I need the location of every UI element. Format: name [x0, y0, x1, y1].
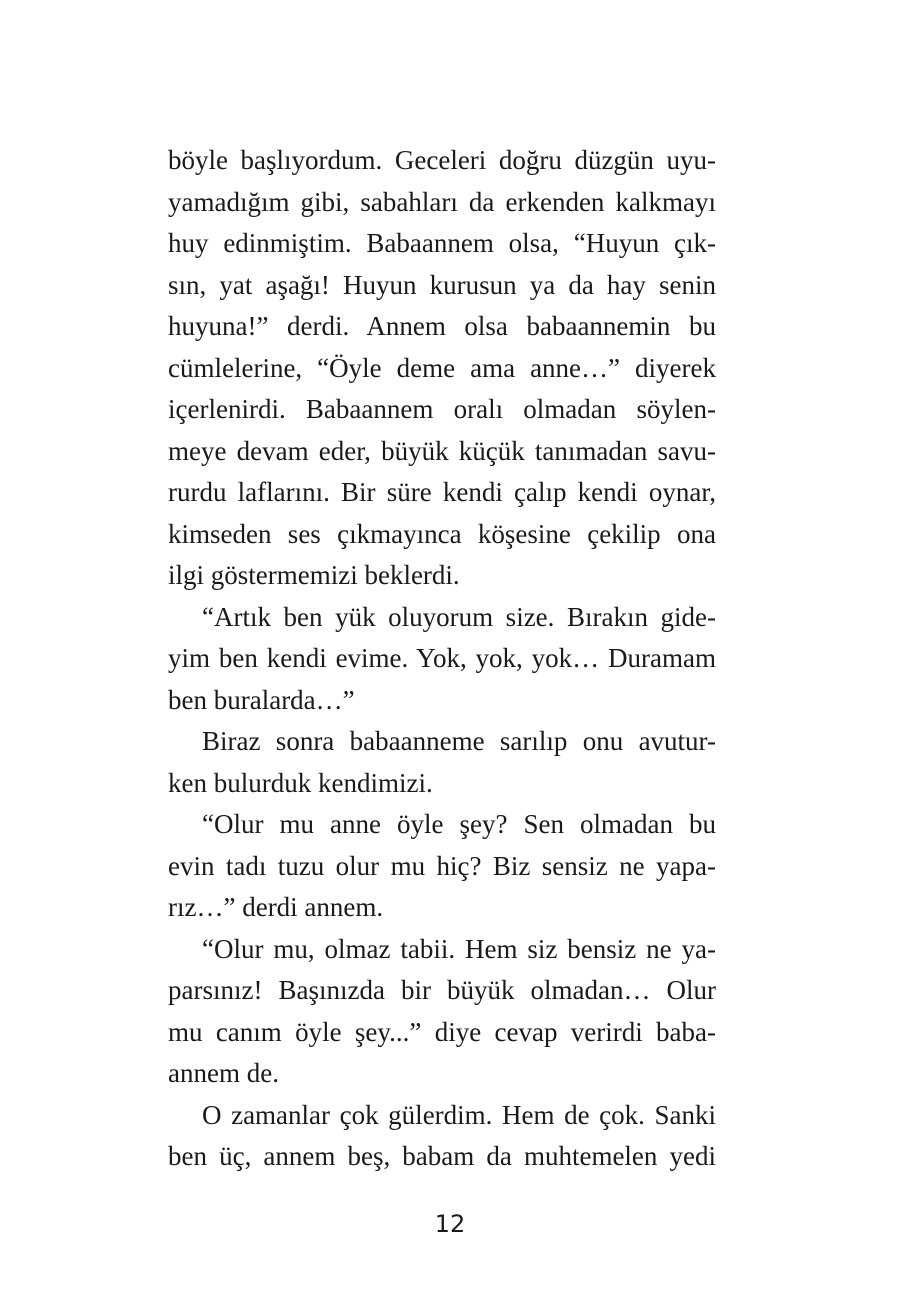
text-line: meye devam eder, büyük küçük tanımadan savu- — [168, 435, 716, 466]
text-line: ben üç, annem beş, babam da muhtemelen yedi — [168, 1141, 716, 1171]
text-line: huy edinmiştim. Babaannem olsa, “Huyun çık- — [168, 228, 716, 258]
text-line: ben buralarda…” — [168, 684, 355, 715]
text-line: rurdu laflarını. Bir süre kendi çalıp kendi oynar, — [168, 477, 716, 507]
text-line: ken bulurduk kendimizi. — [168, 767, 433, 798]
text-line: mu canım öyle şey...” diye cevap verirdi baba- — [168, 1016, 716, 1047]
text-line: Biraz sonra babaanneme sarılıp onu avutur- — [202, 726, 716, 756]
text-line: böyle başlıyordum. Geceleri doğru düzgün uyu- — [168, 145, 716, 175]
page-number: 12 — [434, 1210, 466, 1238]
text-line: parsınız! Başınızda bir büyük olmadan… Olur — [168, 975, 716, 1005]
text-line: sın, yat aşağı! Huyun kurusun ya da hay senin — [168, 269, 716, 300]
text-line: O zamanlar çok gülerdim. Hem de çok. Sanki — [202, 1099, 716, 1130]
text-line: yim ben kendi evime. Yok, yok, yok… Duramam — [168, 643, 716, 673]
text-line: yamadığım gibi, sabahları da erkenden kalkmayı — [168, 186, 716, 217]
text-line: evin tadı tuzu olur mu hiç? Biz sensiz ne yapa- — [168, 850, 716, 881]
text-line: rız…” derdi annem. — [168, 892, 384, 922]
text-line: “Olur mu, olmaz tabii. Hem siz bensiz ne ya- — [202, 933, 716, 964]
text-line: kimseden ses çıkmayınca köşesine çekilip ona — [168, 518, 716, 549]
body-text — [168, 140, 716, 1178]
text-line: içerlenirdi. Babaannem oralı olmadan söylen- — [168, 394, 716, 424]
text-line: annem de. — [168, 1058, 279, 1088]
text-line: huyuna!” derdi. Annem olsa babaannemin bu — [168, 311, 716, 341]
text-line: cümlelerine, “Öyle deme ama anne…” diyerek — [168, 352, 716, 383]
text-line: ilgi göstermemizi beklerdi. — [168, 560, 460, 590]
text-line: “Artık ben yük oluyorum size. Bırakın gide- — [202, 601, 716, 632]
text-line: “Olur mu anne öyle şey? Sen olmadan bu — [202, 809, 716, 839]
